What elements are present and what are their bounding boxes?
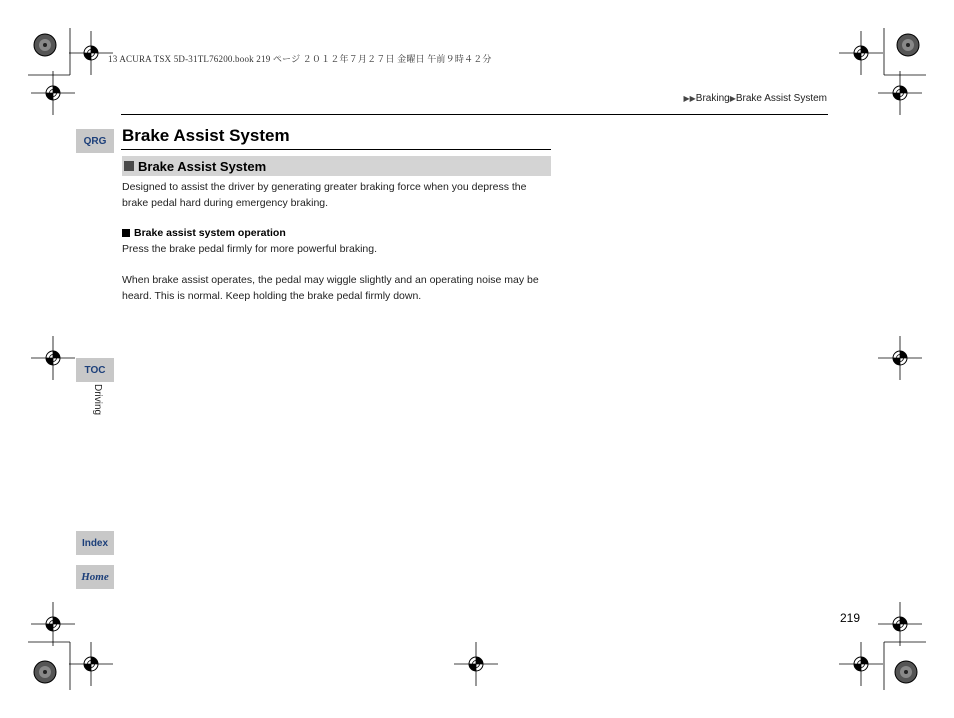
qrg-button[interactable]: QRG bbox=[76, 129, 114, 153]
registration-target-bottom-right bbox=[895, 661, 917, 683]
note-paragraph: When brake assist operates, the pedal may wiggle slightly and an operating noise may be heard. This is normal. Keep holding the brake pedal firmly down. bbox=[122, 274, 539, 302]
crosshair-right-bottom bbox=[878, 602, 922, 646]
breadcrumb bbox=[683, 93, 827, 104]
crosshair-top-right bbox=[839, 31, 883, 75]
crosshair-left-bottom bbox=[31, 602, 75, 646]
page-number: 219 bbox=[840, 611, 861, 625]
registration-target-bottom-left bbox=[34, 661, 56, 683]
index-button[interactable]: Index bbox=[76, 531, 114, 555]
print-job-header: 13 ACURA TSX 5D-31TL76200.book 219 ページ ２０１２年７月２７日 金曜日 午前９時４２分 bbox=[108, 54, 492, 64]
crosshair-bottom-center bbox=[454, 642, 498, 686]
crosshair-left-top bbox=[31, 71, 75, 115]
section-tab-label: Driving bbox=[92, 384, 103, 416]
crosshair-right-top bbox=[878, 71, 922, 115]
toc-button[interactable]: TOC bbox=[76, 358, 114, 382]
crosshair-left-middle bbox=[31, 336, 75, 380]
double-triangle-icon: ▶▶ bbox=[683, 94, 696, 103]
home-button[interactable]: Home bbox=[76, 565, 114, 589]
subsection-heading bbox=[122, 227, 286, 239]
crosshair-bottom-left bbox=[69, 642, 113, 686]
title-rule bbox=[121, 149, 551, 150]
crosshair-right-middle bbox=[878, 336, 922, 380]
operation-paragraph: Press the brake pedal firmly for more powerful braking. bbox=[122, 243, 378, 255]
section-heading-bar bbox=[122, 156, 551, 176]
header-rule bbox=[121, 114, 828, 115]
subsection-heading-text: Brake assist system operation bbox=[134, 227, 286, 239]
page-title: Brake Assist System bbox=[122, 126, 290, 145]
triangle-icon: ▶ bbox=[729, 94, 736, 103]
breadcrumb-link-brake-assist[interactable]: Brake Assist System bbox=[735, 93, 827, 104]
registration-target-top-right bbox=[897, 34, 919, 56]
crosshair-top-left bbox=[69, 31, 113, 75]
crosshair-bottom-right bbox=[839, 642, 883, 686]
breadcrumb-link-braking[interactable]: Braking bbox=[695, 93, 730, 104]
intro-paragraph: Designed to assist the driver by generating greater braking force when you depress the brake pedal hard during emergency braking. bbox=[122, 181, 527, 209]
square-bullet-icon bbox=[122, 229, 130, 237]
section-heading: Brake Assist System bbox=[138, 158, 267, 174]
registration-target-top-left bbox=[34, 34, 56, 56]
square-bullet-icon bbox=[124, 161, 134, 171]
